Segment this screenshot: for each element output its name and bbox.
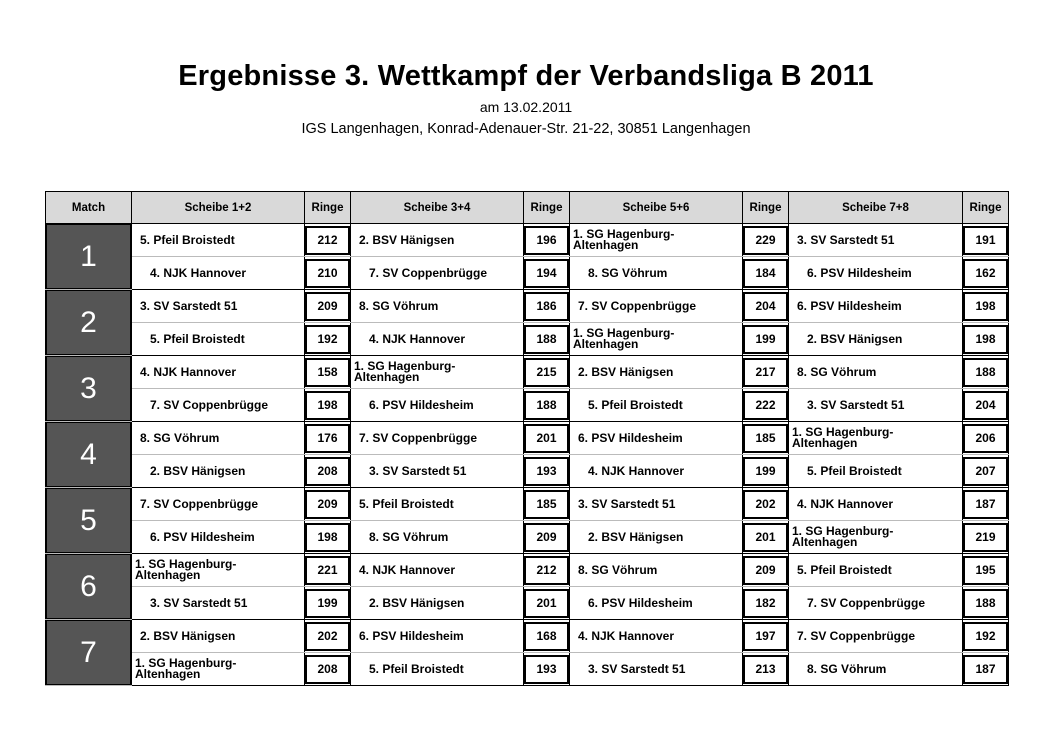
match-number: 4 [46, 422, 132, 488]
match-number: 6 [46, 554, 132, 620]
ringe-cell [743, 455, 789, 488]
team-cell [570, 323, 743, 356]
ringe-value: 186 [524, 292, 569, 321]
ringe-value: 198 [963, 292, 1008, 321]
ringe-value: 192 [963, 622, 1008, 651]
ringe-value: 194 [524, 259, 569, 288]
ringe-value: 209 [305, 292, 350, 321]
ringe-value: 187 [963, 490, 1008, 519]
team-cell: 6. PSV Hildesheim [789, 257, 963, 290]
team-cell [132, 554, 305, 587]
venue-line: IGS Langenhagen, Konrad-Adenauer-Str. 21-22, 30851 Langenhagen [301, 121, 751, 137]
ringe-cell [524, 224, 570, 257]
team-name: 1. SG Hagenburg-Altenhagen [135, 656, 237, 681]
ringe-cell [305, 488, 351, 521]
table-row [46, 653, 1009, 686]
team-cell: 8. SG Vöhrum [351, 290, 524, 323]
ringe-cell [305, 620, 351, 653]
ringe-cell [743, 488, 789, 521]
ringe-cell [305, 455, 351, 488]
team-name: 1. SG Hagenburg-Altenhagen [792, 524, 894, 549]
match-number: 3 [46, 356, 132, 422]
ringe-cell [305, 554, 351, 587]
ringe-value: 188 [524, 325, 569, 354]
team-cell [351, 356, 524, 389]
ringe-cell [963, 323, 1009, 356]
ringe-value: 192 [305, 325, 350, 354]
ringe-cell [524, 422, 570, 455]
team-cell: 2. BSV Hänigsen [132, 455, 305, 488]
ringe-value: 208 [305, 457, 350, 486]
ringe-cell [524, 554, 570, 587]
ringe-cell [963, 356, 1009, 389]
team-cell: 4. NJK Hannover [570, 455, 743, 488]
ringe-cell [305, 257, 351, 290]
ringe-value: 202 [305, 622, 350, 651]
ringe-cell [743, 653, 789, 686]
team-cell: 5. Pfeil Broistedt [789, 455, 963, 488]
team-cell: 6. PSV Hildesheim [351, 620, 524, 653]
team-name: 1. SG Hagenburg-Altenhagen [354, 359, 456, 384]
table-row [46, 389, 1009, 422]
ringe-value: 204 [963, 391, 1008, 420]
team-cell: 3. SV Sarstedt 51 [351, 455, 524, 488]
team-cell: 6. PSV Hildesheim [789, 290, 963, 323]
team-cell: 4. NJK Hannover [351, 323, 524, 356]
ringe-value: 158 [305, 358, 350, 387]
ringe-value: 215 [524, 358, 569, 387]
header-match: Match [46, 192, 132, 224]
ringe-cell [305, 587, 351, 620]
team-cell: 5. Pfeil Broistedt [570, 389, 743, 422]
team-cell: 2. BSV Hänigsen [789, 323, 963, 356]
ringe-value: 176 [305, 424, 350, 453]
ringe-value: 213 [743, 655, 788, 684]
team-cell: 7. SV Coppenbrügge [351, 422, 524, 455]
team-cell: 3. SV Sarstedt 51 [789, 389, 963, 422]
ringe-cell [305, 653, 351, 686]
header-scheibe-3-4: Scheibe 3+4 [351, 192, 524, 224]
ringe-cell [524, 356, 570, 389]
team-cell: 6. PSV Hildesheim [570, 587, 743, 620]
ringe-cell [305, 422, 351, 455]
ringe-cell [305, 290, 351, 323]
ringe-value: 212 [524, 556, 569, 585]
ringe-cell [305, 356, 351, 389]
ringe-cell [963, 653, 1009, 686]
table-row [46, 554, 1009, 587]
header-ringe: Ringe [305, 192, 351, 224]
team-cell: 8. SG Vöhrum [570, 554, 743, 587]
ringe-cell [963, 257, 1009, 290]
team-cell: 5. Pfeil Broistedt [351, 488, 524, 521]
team-cell: 3. SV Sarstedt 51 [570, 488, 743, 521]
team-cell [789, 422, 963, 455]
ringe-value: 197 [743, 622, 788, 651]
team-cell: 8. SG Vöhrum [132, 422, 305, 455]
ringe-value: 199 [743, 325, 788, 354]
table-row [46, 224, 1009, 257]
ringe-value: 201 [524, 424, 569, 453]
header-ringe: Ringe [524, 192, 570, 224]
ringe-value: 209 [524, 523, 569, 552]
team-cell: 2. BSV Hänigsen [351, 587, 524, 620]
ringe-cell [305, 224, 351, 257]
ringe-value: 195 [963, 556, 1008, 585]
table-row [46, 356, 1009, 389]
team-cell [789, 521, 963, 554]
table-row [46, 587, 1009, 620]
header-scheibe-7-8: Scheibe 7+8 [789, 192, 963, 224]
ringe-cell [963, 422, 1009, 455]
table-row [46, 521, 1009, 554]
ringe-value: 198 [963, 325, 1008, 354]
ringe-cell [743, 257, 789, 290]
team-cell: 5. Pfeil Broistedt [789, 554, 963, 587]
ringe-cell [743, 587, 789, 620]
ringe-cell [743, 323, 789, 356]
team-name: 1. SG Hagenburg-Altenhagen [573, 227, 675, 252]
header-row [46, 192, 1009, 224]
page-title: Ergebnisse 3. Wettkampf der Verbandsliga B 2011 [178, 60, 874, 92]
results-table [45, 191, 1009, 686]
ringe-value: 193 [524, 457, 569, 486]
team-cell: 8. SG Vöhrum [570, 257, 743, 290]
team-cell: 4. NJK Hannover [132, 356, 305, 389]
ringe-cell [524, 587, 570, 620]
ringe-cell [743, 389, 789, 422]
team-cell: 7. SV Coppenbrügge [789, 587, 963, 620]
ringe-cell [524, 620, 570, 653]
ringe-cell [963, 554, 1009, 587]
team-cell: 3. SV Sarstedt 51 [570, 653, 743, 686]
ringe-cell [524, 488, 570, 521]
team-cell: 7. SV Coppenbrügge [570, 290, 743, 323]
match-number: 7 [46, 620, 132, 686]
ringe-cell [963, 488, 1009, 521]
ringe-value: 206 [963, 424, 1008, 453]
table-row [46, 323, 1009, 356]
ringe-cell [963, 224, 1009, 257]
header-scheibe-5-6: Scheibe 5+6 [570, 192, 743, 224]
match-number: 5 [46, 488, 132, 554]
match-number: 1 [46, 224, 132, 290]
team-cell [132, 653, 305, 686]
ringe-cell [524, 290, 570, 323]
ringe-value: 187 [963, 655, 1008, 684]
ringe-value: 184 [743, 259, 788, 288]
header-ringe: Ringe [743, 192, 789, 224]
table-row [46, 422, 1009, 455]
ringe-cell [524, 323, 570, 356]
ringe-value: 222 [743, 391, 788, 420]
header-scheibe-1-2: Scheibe 1+2 [132, 192, 305, 224]
ringe-value: 188 [524, 391, 569, 420]
ringe-cell [524, 389, 570, 422]
ringe-value: 207 [963, 457, 1008, 486]
team-cell: 6. PSV Hildesheim [351, 389, 524, 422]
team-cell: 4. NJK Hannover [132, 257, 305, 290]
team-cell: 4. NJK Hannover [570, 620, 743, 653]
table-row [46, 455, 1009, 488]
team-cell: 5. Pfeil Broistedt [351, 653, 524, 686]
ringe-cell [743, 521, 789, 554]
team-cell: 7. SV Coppenbrügge [132, 488, 305, 521]
team-cell: 3. SV Sarstedt 51 [789, 224, 963, 257]
ringe-value: 185 [524, 490, 569, 519]
ringe-cell [743, 356, 789, 389]
ringe-cell [524, 455, 570, 488]
team-cell: 7. SV Coppenbrügge [351, 257, 524, 290]
ringe-cell [963, 455, 1009, 488]
ringe-cell [963, 620, 1009, 653]
ringe-cell [963, 290, 1009, 323]
ringe-value: 229 [743, 226, 788, 255]
table-row [46, 488, 1009, 521]
team-cell: 6. PSV Hildesheim [570, 422, 743, 455]
header-ringe: Ringe [963, 192, 1009, 224]
team-name: 1. SG Hagenburg-Altenhagen [573, 326, 675, 351]
ringe-cell [963, 587, 1009, 620]
date-line: am 13.02.2011 [479, 99, 573, 115]
ringe-cell [743, 290, 789, 323]
ringe-value: 198 [305, 391, 350, 420]
team-cell: 7. SV Coppenbrügge [789, 620, 963, 653]
ringe-value: 202 [743, 490, 788, 519]
team-name: 1. SG Hagenburg-Altenhagen [135, 557, 237, 582]
ringe-value: 221 [305, 556, 350, 585]
ringe-cell [524, 653, 570, 686]
team-cell: 6. PSV Hildesheim [132, 521, 305, 554]
team-cell: 8. SG Vöhrum [351, 521, 524, 554]
ringe-cell [743, 422, 789, 455]
team-cell: 4. NJK Hannover [789, 488, 963, 521]
ringe-value: 182 [743, 589, 788, 618]
team-cell: 3. SV Sarstedt 51 [132, 587, 305, 620]
team-cell: 2. BSV Hänigsen [351, 224, 524, 257]
ringe-value: 201 [743, 523, 788, 552]
team-cell: 2. BSV Hänigsen [132, 620, 305, 653]
results-body [46, 224, 1009, 686]
ringe-cell [963, 389, 1009, 422]
team-cell: 8. SG Vöhrum [789, 653, 963, 686]
ringe-value: 212 [305, 226, 350, 255]
ringe-value: 199 [305, 589, 350, 618]
ringe-cell [305, 389, 351, 422]
ringe-cell [305, 521, 351, 554]
ringe-value: 201 [524, 589, 569, 618]
team-cell [570, 224, 743, 257]
table-row [46, 620, 1009, 653]
ringe-value: 204 [743, 292, 788, 321]
team-cell: 2. BSV Hänigsen [570, 521, 743, 554]
ringe-value: 199 [743, 457, 788, 486]
ringe-value: 210 [305, 259, 350, 288]
team-cell: 7. SV Coppenbrügge [132, 389, 305, 422]
ringe-cell [524, 257, 570, 290]
ringe-cell [743, 224, 789, 257]
team-cell: 3. SV Sarstedt 51 [132, 290, 305, 323]
ringe-value: 209 [305, 490, 350, 519]
team-cell: 5. Pfeil Broistedt [132, 323, 305, 356]
ringe-cell [743, 554, 789, 587]
ringe-value: 168 [524, 622, 569, 651]
ringe-value: 196 [524, 226, 569, 255]
team-cell: 2. BSV Hänigsen [570, 356, 743, 389]
ringe-value: 198 [305, 523, 350, 552]
team-name: 1. SG Hagenburg-Altenhagen [792, 425, 894, 450]
match-number: 2 [46, 290, 132, 356]
ringe-value: 208 [305, 655, 350, 684]
ringe-value: 162 [963, 259, 1008, 288]
ringe-value: 185 [743, 424, 788, 453]
ringe-cell [743, 620, 789, 653]
ringe-cell [963, 521, 1009, 554]
table-row [46, 257, 1009, 290]
ringe-value: 193 [524, 655, 569, 684]
ringe-value: 188 [963, 589, 1008, 618]
ringe-value: 188 [963, 358, 1008, 387]
team-cell: 8. SG Vöhrum [789, 356, 963, 389]
ringe-value: 209 [743, 556, 788, 585]
table-row [46, 290, 1009, 323]
team-cell: 4. NJK Hannover [351, 554, 524, 587]
ringe-value: 217 [743, 358, 788, 387]
ringe-cell [524, 521, 570, 554]
ringe-value: 191 [963, 226, 1008, 255]
ringe-cell [305, 323, 351, 356]
ringe-value: 219 [963, 523, 1008, 552]
team-cell: 5. Pfeil Broistedt [132, 224, 305, 257]
